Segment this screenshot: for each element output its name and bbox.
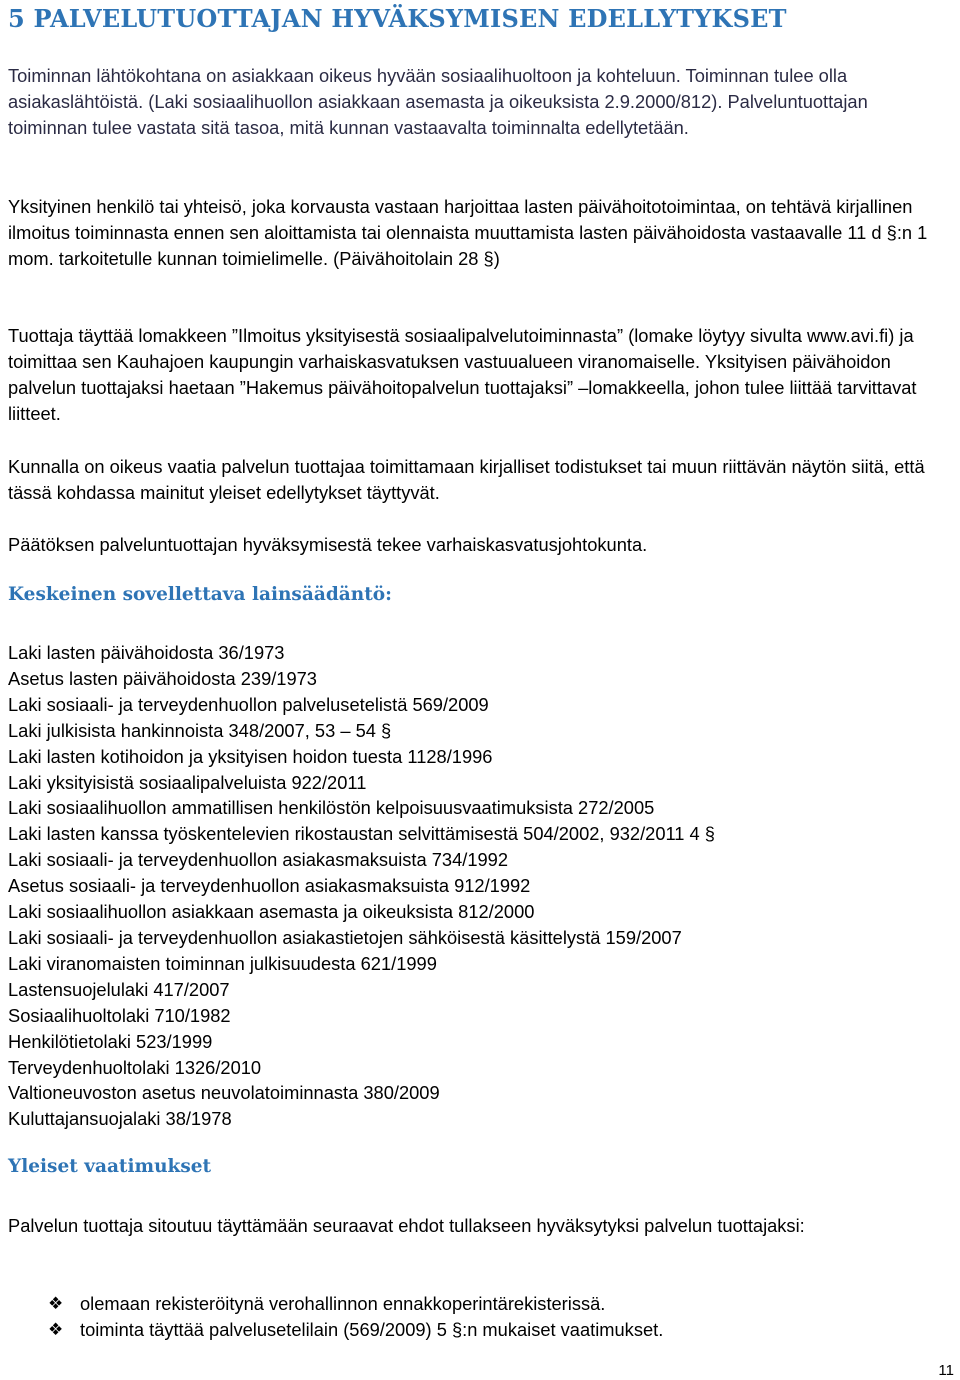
list-item xyxy=(8,1317,663,1343)
list-item: Laki sosiaali- ja terveydenhuollon asiakasmaksuista 734/1992 xyxy=(8,849,508,871)
list-item: Laki sosiaalihuollon ammatillisen henkilöstön kelpoisuusvaatimuksista 272/2005 xyxy=(8,797,655,819)
list-item: Lastensuojelulaki 417/2007 xyxy=(8,978,230,1000)
list-item: Asetus lasten päivähoidosta 239/1973 xyxy=(8,667,317,689)
general-requirements-heading: Yleiset vaatimukset xyxy=(8,1156,212,1177)
list-item: Asetus sosiaali- ja terveydenhuollon asiakasmaksuista 912/1992 xyxy=(8,875,531,897)
list-item: Laki viranomaisten toiminnan julkisuudesta 621/1999 xyxy=(8,952,437,974)
list-item: Laki yksityisistä sosiaalipalveluista 922/2011 xyxy=(8,771,367,793)
list-item: Henkilötietolaki 523/1999 xyxy=(8,1030,213,1052)
requirements-list xyxy=(8,1291,663,1343)
paragraph-notification-duty: Yksityinen henkilö tai yhteisö, joka korvausta vastaan harjoittaa lasten päivähoitotoimintaa, on tehtävä kirjallinen ilmoitus toiminnasta ennen sen aloittamista tai olennaista muuttamista lasten päivähoidosta vastaavalle 11 d §:n 1 mom. tarkoitetulle kunnan toimielimelle. (Päivähoitolain 28 §) xyxy=(8,196,928,269)
paragraph-application-forms: Tuottaja täyttää lomakkeen ”Ilmoitus yksityisestä sosiaalipalvelutoiminnasta” (lomake löytyy sivulta www.avi.fi) ja toimittaa sen Kauhajoen kaupungin varhaiskasvatuksen vastuualueen viranomaiselle. Yksityisen päivähoidon palvelun tuottajaksi haetaan ”Hakemus päivähoitopalvelun tuottajaksi” –lomakkeella, johon tulee liittää tarvittavat liitteet. xyxy=(8,325,917,424)
list-item: Valtioneuvoston asetus neuvolatoiminnasta 380/2009 xyxy=(8,1082,440,1104)
list-item: Terveydenhuoltolaki 1326/2010 xyxy=(8,1056,262,1078)
list-item: Laki sosiaali- ja terveydenhuollon asiakastietojen sähköisestä käsittelystä 159/2007 xyxy=(8,926,682,948)
paragraph-decision: Päätöksen palveluntuottajan hyväksymisestä tekee varhaiskasvatusjohtokunta. xyxy=(8,534,648,555)
page-number: 11 xyxy=(938,1362,954,1379)
list-item: Laki sosiaalihuollon asiakkaan asemasta ja oikeuksista 812/2000 xyxy=(8,901,535,923)
paragraph-client-rights: Toiminnan lähtökohtana on asiakkaan oikeus hyvään sosiaalihuoltoon ja kohteluun. Toiminnan tulee olla asiakaslähtöistä. (Laki sosiaalihuollon asiakkaan asemasta ja oikeuksista 2.9.2000/812). Palveluntuottajan toiminnan tulee vastata sitä tasoa, mitä kunnan vastaavalta toiminnalta edellytetään. xyxy=(8,65,868,138)
legislation-heading: Keskeinen sovellettava lainsäädäntö: xyxy=(8,584,392,605)
list-item: Laki sosiaali- ja terveydenhuollon palvelusetelistä 569/2009 xyxy=(8,693,489,715)
diamond-bullet-icon: ❖ xyxy=(48,1320,64,1339)
list-item-text: toiminta täyttää palvelusetelilain (569/2009) 5 §:n mukaiset vaatimukset. xyxy=(80,1319,664,1340)
list-item: Sosiaalihuoltolaki 710/1982 xyxy=(8,1004,231,1026)
list-item xyxy=(8,1291,663,1317)
legislation-list xyxy=(8,640,715,1132)
list-item-text: olemaan rekisteröitynä verohallinnon ennakkoperintärekisterissä. xyxy=(80,1293,606,1314)
diamond-bullet-icon: ❖ xyxy=(48,1294,64,1313)
section-heading: 5 PALVELUTUOTTAJAN HYVÄKSYMISEN EDELLYTYKSET xyxy=(8,4,787,33)
list-item: Laki julkisista hankinnoista 348/2007, 53 – 54 § xyxy=(8,719,392,741)
general-requirements-intro: Palvelun tuottaja sitoutuu täyttämään seuraavat ehdot tullakseen hyväksytyksi palvelun tuottajaksi: xyxy=(8,1215,805,1236)
list-item: Laki lasten kanssa työskentelevien rikostaustan selvittämisestä 504/2002, 932/2011 4 § xyxy=(8,823,715,845)
paragraph-municipality-rights: Kunnalla on oikeus vaatia palvelun tuottajaa toimittamaan kirjalliset todistukset tai muun riittävän näytön siitä, että tässä kohdassa mainitut yleiset edellytykset täyttyvät. xyxy=(8,456,925,503)
list-item: Laki lasten kotihoidon ja yksityisen hoidon tuesta 1128/1996 xyxy=(8,745,493,767)
list-item: Kuluttajansuojalaki 38/1978 xyxy=(8,1108,232,1130)
list-item: Laki lasten päivähoidosta 36/1973 xyxy=(8,642,285,663)
